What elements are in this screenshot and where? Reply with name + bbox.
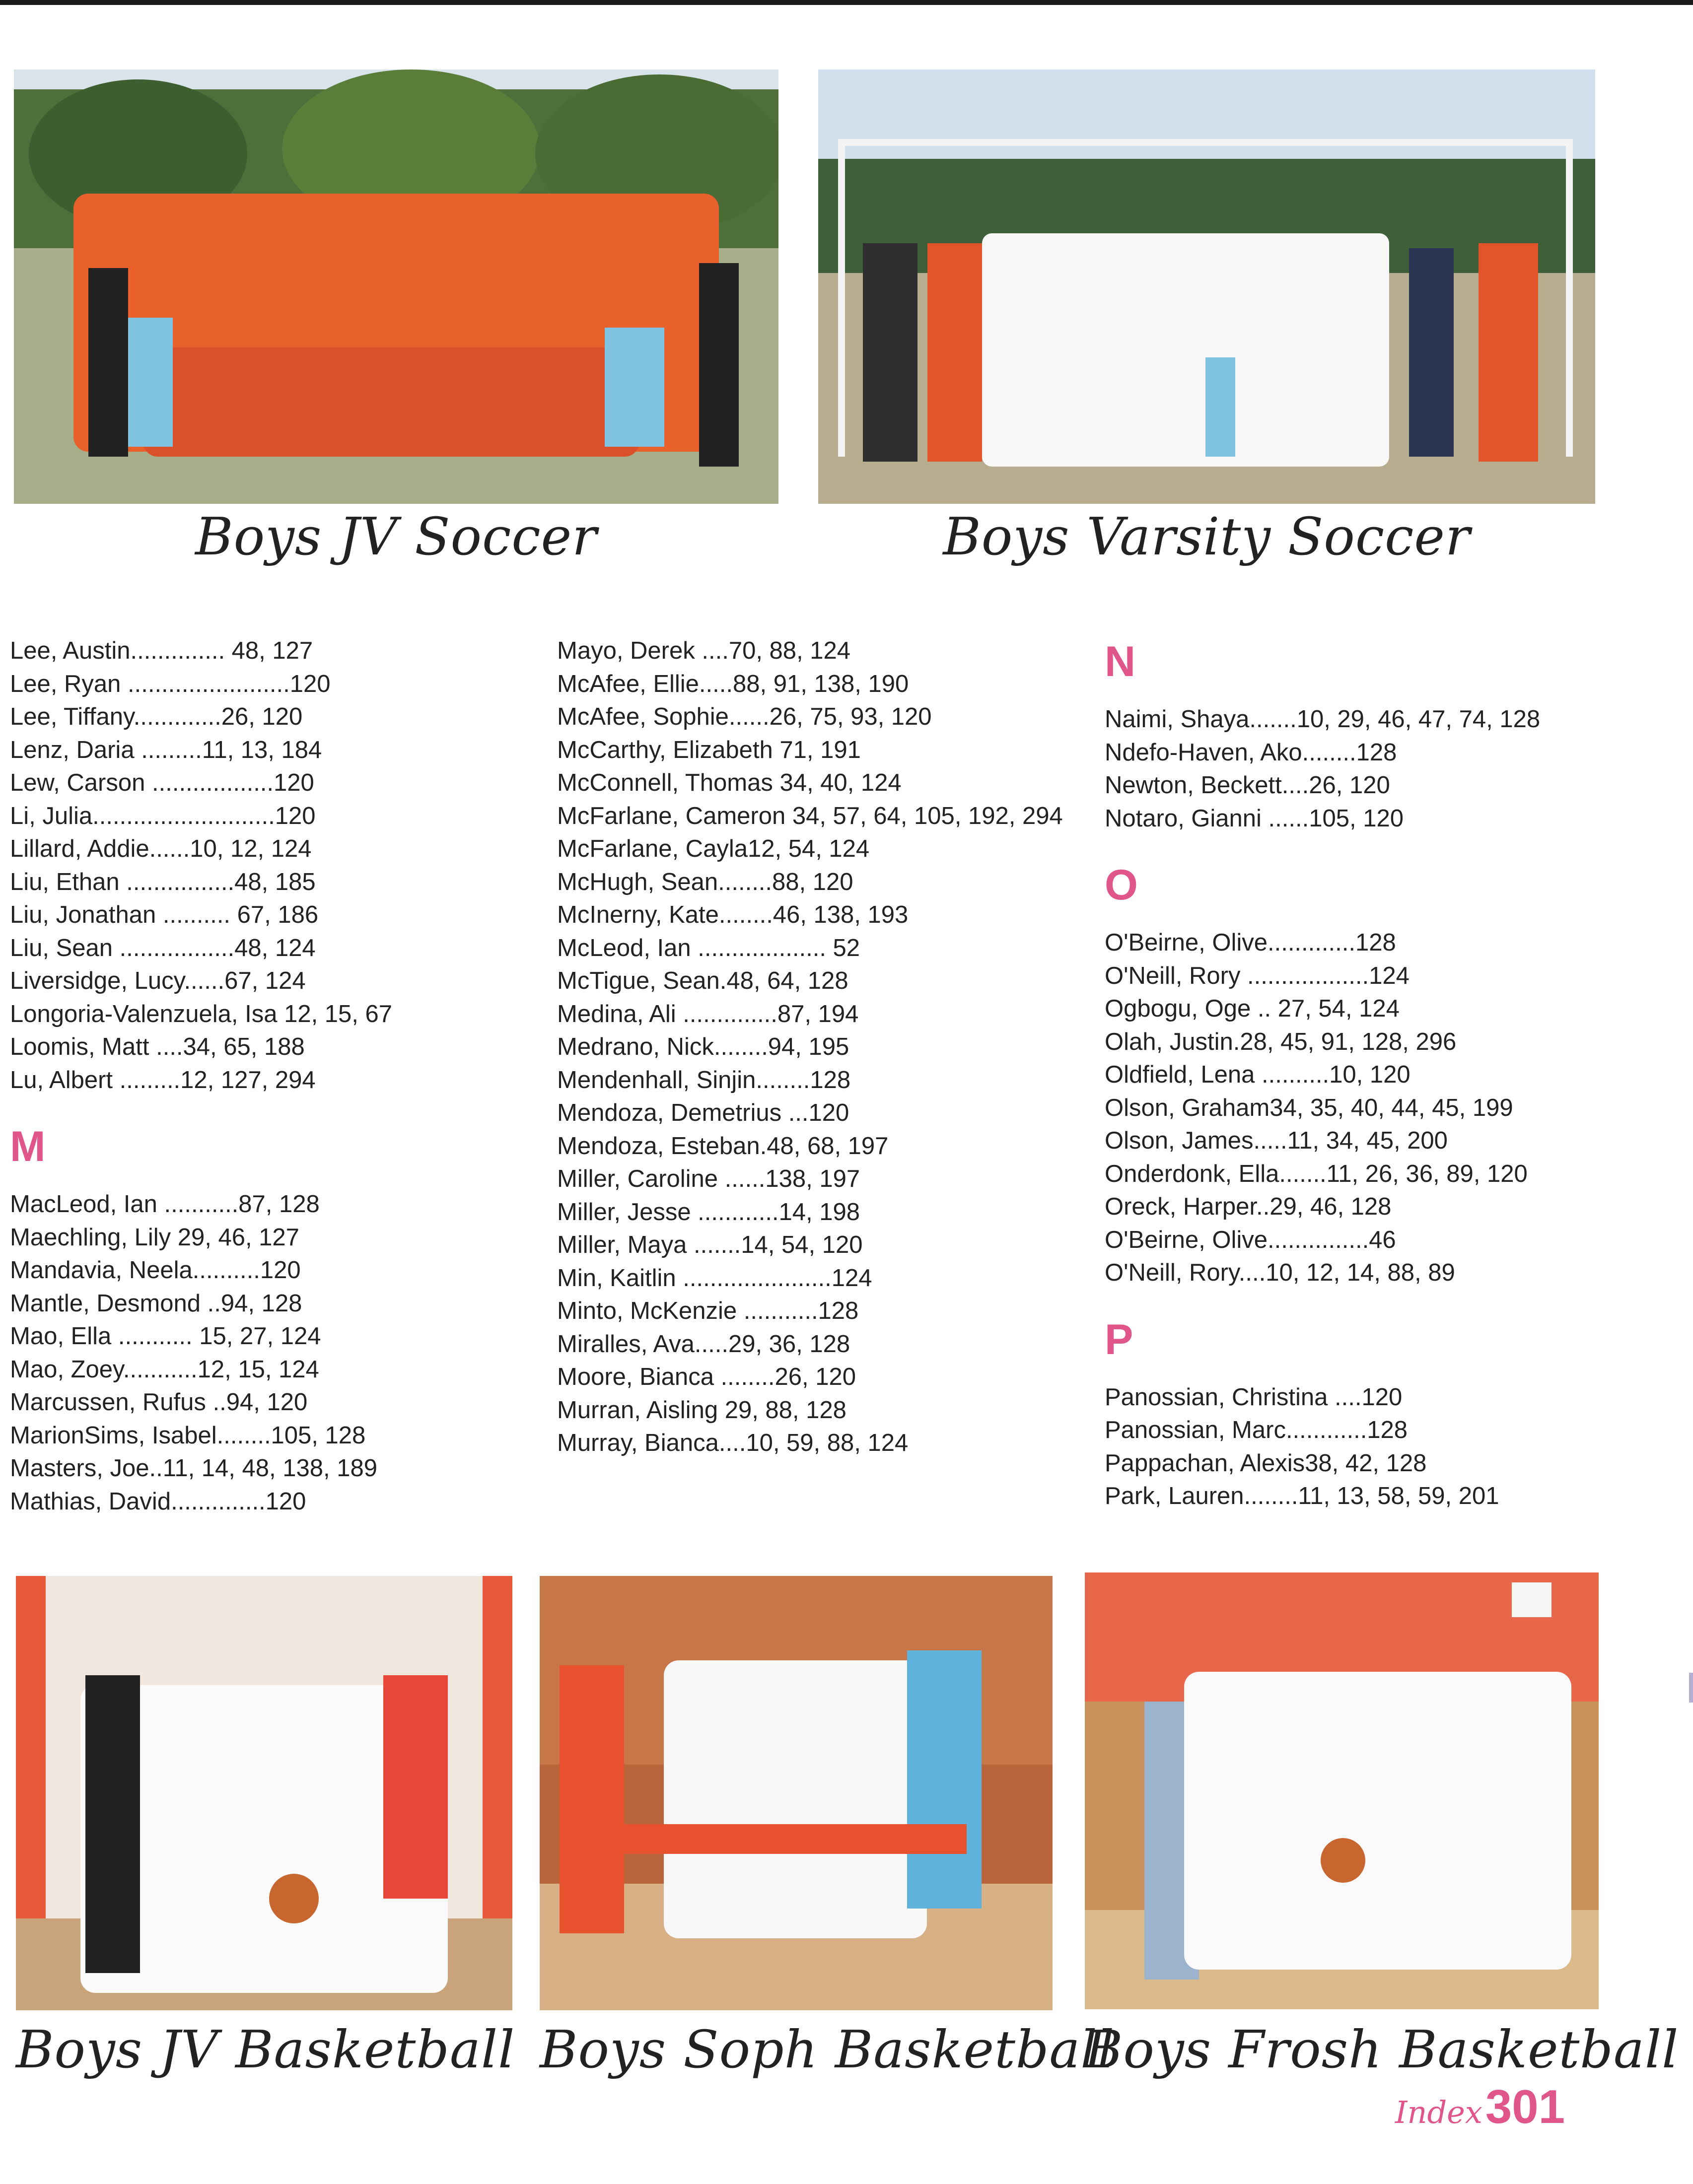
index-entry: O'Beirne, Olive...............46	[1105, 1226, 1396, 1253]
index-entry: Pappachan, Alexis38, 42, 128	[1105, 1449, 1427, 1477]
index-entry: Lee, Ryan ........................120	[10, 670, 331, 697]
index-entry: Min, Kaitlin ......................124	[557, 1264, 872, 1292]
page-edge-mark	[1689, 1673, 1693, 1703]
index-entry: McAfee, Ellie.....88, 91, 138, 190	[557, 670, 909, 697]
team-photo-image	[540, 1576, 1053, 2010]
index-entry: Murray, Bianca....10, 59, 88, 124	[557, 1430, 909, 1456]
index-entry: Li, Julia...........................120	[10, 802, 316, 829]
team-photo-image	[14, 69, 778, 504]
photo-boys-soph-basketball	[540, 1576, 1053, 2010]
index-column-1	[10, 634, 392, 1518]
index-column-3	[1105, 640, 1540, 1513]
photo-boys-jv-basketball	[16, 1576, 512, 2010]
index-entry: Mendoza, Demetrius ...120	[557, 1099, 849, 1126]
index-entry: Oldfield, Lena ..........10, 120	[1105, 1061, 1411, 1088]
page-top-edge	[0, 0, 1693, 5]
index-entry: MacLeod, Ian ...........87, 128	[10, 1191, 320, 1218]
index-entry: MarionSims, Isabel........105, 128	[10, 1422, 366, 1449]
index-entry: McFarlane, Cayla12, 54, 124	[557, 835, 870, 862]
index-entry: Mayo, Derek ....70, 88, 124	[557, 637, 851, 664]
index-entry: Mao, Zoey...........12, 15, 124	[10, 1356, 319, 1383]
index-letter-o: O	[1105, 861, 1138, 909]
index-entry: O'Beirne, Olive.............128	[1105, 929, 1396, 956]
index-entry: Lee, Tiffany.............26, 120	[10, 703, 303, 730]
index-letter-p: P	[1105, 1315, 1133, 1364]
index-entry: Naimi, Shaya.......10, 29, 46, 47, 74, 128	[1105, 706, 1541, 733]
index-list-l	[10, 634, 392, 1096]
index-entry: Lew, Carson ..................120	[10, 769, 314, 796]
index-entry: Murran, Aisling 29, 88, 128	[557, 1396, 846, 1424]
caption-boys-soph-basketball: Boys Soph Basketball	[540, 2019, 1115, 2080]
index-list-p	[1105, 1381, 1540, 1513]
index-entry: Lillard, Addie......10, 12, 124	[10, 835, 312, 862]
index-entry: O'Neill, Rory....10, 12, 14, 88, 89	[1105, 1259, 1455, 1286]
index-entry: Olah, Justin.28, 45, 91, 128, 296	[1105, 1028, 1457, 1055]
index-entry: Mantle, Desmond ..94, 128	[10, 1290, 302, 1317]
index-list-m-continued	[557, 634, 1063, 1460]
index-entry: McConnell, Thomas 34, 40, 124	[557, 769, 902, 796]
index-entry: McInerny, Kate........46, 138, 193	[557, 901, 909, 928]
team-photo-image	[1085, 1572, 1599, 2009]
index-entry: Mendenhall, Sinjin........128	[557, 1066, 851, 1093]
index-list-m	[10, 1188, 392, 1518]
index-entry: Mendoza, Esteban.48, 68, 197	[557, 1132, 889, 1160]
index-entry: Miralles, Ava.....29, 36, 128	[557, 1330, 850, 1358]
index-entry: Panossian, Christina ....120	[1105, 1383, 1403, 1411]
photo-boys-jv-soccer	[14, 69, 778, 504]
index-entry: Miller, Maya .......14, 54, 120	[557, 1231, 863, 1258]
index-entry: Liversidge, Lucy......67, 124	[10, 967, 306, 994]
index-entry: Ogbogu, Oge .. 27, 54, 124	[1105, 995, 1400, 1022]
index-entry: Longoria-Valenzuela, Isa 12, 15, 67	[10, 1000, 393, 1027]
index-entry: McAfee, Sophie......26, 75, 93, 120	[557, 703, 932, 730]
index-entry: Moore, Bianca ........26, 120	[557, 1364, 856, 1390]
index-entry: Medrano, Nick........94, 195	[557, 1033, 849, 1060]
index-entry: Panossian, Marc............128	[1105, 1417, 1408, 1443]
team-photo-image	[818, 69, 1595, 504]
team-photo-image	[16, 1576, 512, 2010]
index-entry: McHugh, Sean........88, 120	[557, 868, 853, 895]
index-entry: Onderdonk, Ella.......11, 26, 36, 89, 120	[1105, 1160, 1528, 1187]
index-entry: Lee, Austin.............. 48, 127	[10, 637, 313, 664]
index-entry: Mao, Ella ........... 15, 27, 124	[10, 1323, 321, 1350]
index-entry: Notaro, Gianni ......105, 120	[1105, 805, 1404, 832]
index-entry: Mandavia, Neela..........120	[10, 1257, 301, 1284]
index-entry: Lu, Albert .........12, 127, 294	[10, 1066, 316, 1093]
caption-boys-jv-soccer: Boys JV Soccer	[195, 506, 597, 567]
index-list-o	[1105, 926, 1540, 1290]
index-entry: McCarthy, Elizabeth 71, 191	[557, 736, 861, 763]
index-letter-m: M	[10, 1123, 46, 1170]
index-entry: Liu, Sean .................48, 124	[10, 934, 316, 961]
index-entry: Park, Lauren........11, 13, 58, 59, 201	[1105, 1483, 1499, 1509]
index-entry: Ndefo-Haven, Ako........128	[1105, 739, 1397, 766]
index-entry: McFarlane, Cameron 34, 57, 64, 105, 192, 294	[557, 802, 1063, 829]
index-entry: Medina, Ali ..............87, 194	[557, 1000, 859, 1027]
index-list-n	[1105, 703, 1540, 835]
index-entry: Loomis, Matt ....34, 65, 188	[10, 1033, 305, 1060]
footer-index-label: Index	[1395, 2094, 1482, 2130]
index-entry: O'Neill, Rory ..................124	[1105, 962, 1410, 989]
index-entry: Oreck, Harper..29, 46, 128	[1105, 1193, 1392, 1220]
index-entry: Masters, Joe..11, 14, 48, 138, 189	[10, 1455, 378, 1482]
index-entry: Liu, Jonathan .......... 67, 186	[10, 901, 319, 928]
index-letter-n: N	[1105, 638, 1136, 685]
index-entry: Minto, McKenzie ...........128	[557, 1297, 859, 1324]
index-entry: Lenz, Daria .........11, 13, 184	[10, 736, 322, 763]
photo-boys-frosh-basketball	[1085, 1572, 1599, 2009]
caption-boys-frosh-basketball: Boys Frosh Basketball	[1085, 2019, 1679, 2080]
page-footer	[1395, 2080, 1565, 2134]
caption-boys-jv-basketball: Boys JV Basketball	[16, 2019, 515, 2080]
index-entry: McTigue, Sean.48, 64, 128	[557, 967, 848, 994]
index-entry: Newton, Beckett....26, 120	[1105, 772, 1390, 799]
page-number: 301	[1485, 2080, 1565, 2133]
index-entry: Marcussen, Rufus ..94, 120	[10, 1389, 308, 1416]
index-entry: Olson, Graham34, 35, 40, 44, 45, 199	[1105, 1094, 1513, 1121]
photo-boys-varsity-soccer	[818, 69, 1595, 504]
index-entry: Miller, Caroline ......138, 197	[557, 1165, 860, 1192]
index-entry: McLeod, Ian ................... 52	[557, 934, 860, 961]
index-entry: Olson, James.....11, 34, 45, 200	[1105, 1127, 1448, 1154]
index-column-2	[557, 634, 1063, 1460]
index-entry: Miller, Jesse ............14, 198	[557, 1198, 860, 1226]
caption-boys-varsity-soccer: Boys Varsity Soccer	[943, 506, 1471, 567]
index-entry: Mathias, David..............120	[10, 1488, 306, 1515]
index-entry: Maechling, Lily 29, 46, 127	[10, 1224, 299, 1251]
index-entry: Liu, Ethan ................48, 185	[10, 868, 316, 895]
